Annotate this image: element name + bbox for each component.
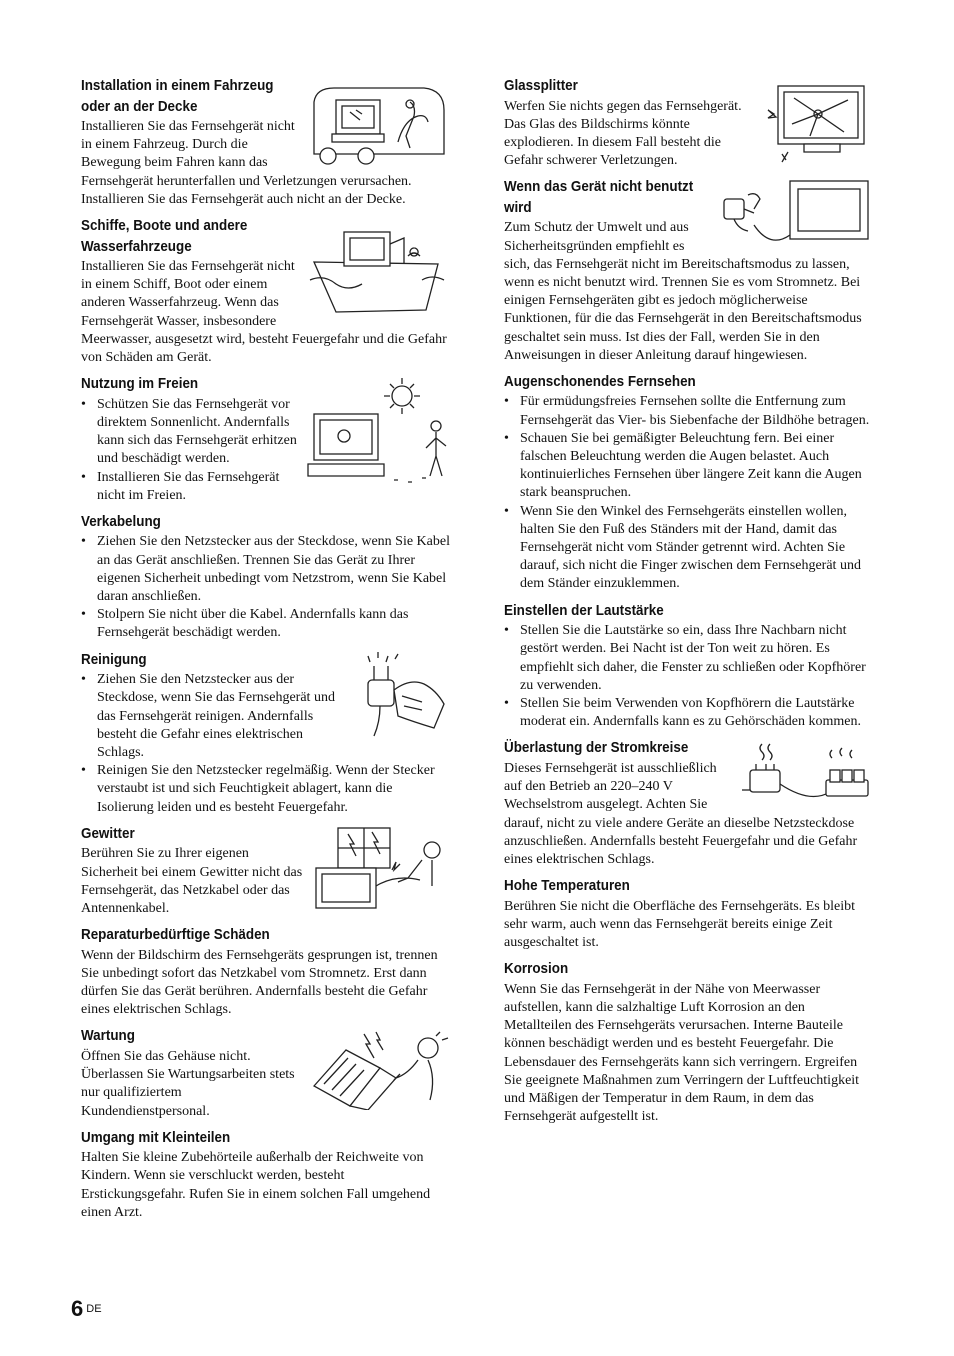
list-item: • Reinigen Sie den Netzstecker regelmäßig. Wenn der Stecker verstaubt ist und sich Feuchtigkeit ablagert, kann die Isolierung leiden und es besteht Feuergefahr. bbox=[81, 762, 450, 817]
section-gewitter bbox=[81, 824, 450, 918]
list-item: • Für ermüdungsfreies Fernsehen sollte die Entfernung zum Fernsehgerät das Vier- bis Siebenfache der Bildhöhe betragen. bbox=[504, 393, 872, 429]
bullet-list bbox=[81, 396, 450, 505]
section-title: Schiffe, Boote und andere Wasserfahrzeuge bbox=[81, 218, 248, 255]
section-freien bbox=[81, 374, 450, 505]
section-title: Überlastung der Stromkreise bbox=[504, 740, 689, 757]
section-title: Glassplitter bbox=[504, 78, 578, 94]
section-title: Installation in einem Fahrzeug oder an der Decke bbox=[81, 78, 274, 115]
section-text: Zum Schutz der Umwelt und aus Sicherheitsgründen empfiehlt es sich, das Fernsehgerät nicht im Bereitschaftsmodus zu lassen, wenn es nicht benutzt wird. Trennen Sie es vom Stromnetz. Bei einigen Fernsehgeräten gibt es jedoch möglicherweise Funktionen, für die das Fernsehgerät in den Bereitschaftsmodus geschaltet sein muss. Ist dies der Fall, werden Sie in den Anweisungen in dieser Anleitung darauf hingewiesen. bbox=[504, 220, 862, 363]
section-title: Augenschonendes Fernsehen bbox=[504, 373, 696, 390]
bullet-list bbox=[504, 622, 872, 731]
section-nichtbenutzt bbox=[504, 177, 872, 365]
section-korrosion bbox=[504, 959, 872, 1126]
section-lautstaerke bbox=[504, 601, 872, 732]
section-title: Korrosion bbox=[504, 961, 569, 978]
section-text: Wenn Sie das Fernsehgerät in der Nähe von Meerwasser aufstellen, kann die salzhaltige Luft Korrosion an den Metallteilen des Fernsehgeräts verursachen. Interne Bauteile können beschädigt werden und es besteht Feuergefahr. Die Lebensdauer des Fernsehgeräts kann sich verringern. Ergreifen Sie geeignete Maßnahmen zum Verringern der Luftfeuchtigkeit und Mäßigen der Temperatur in dem Raum, in dem das Fernsehgerät aufgestellt ist. bbox=[504, 981, 860, 1125]
section-text: Berühren Sie zu Ihrer eigenen Sicherheit bei einem Gewitter nicht das Fernsehgerät, das Netzkabel oder das Antennenkabel. bbox=[81, 846, 303, 916]
section-text: Installieren Sie das Fernsehgerät nicht in einem Fahrzeug. Durch die Bewegung beim Fahren kann das Fernsehgerät herunterfallen und Verletzungen verursachen. Installieren Sie das Fernsehgerät auch nicht an der Decke. bbox=[81, 119, 412, 207]
page-language: DE bbox=[86, 1303, 102, 1315]
section-reinigung bbox=[81, 650, 450, 817]
list-item: • Installieren Sie das Fernsehgerät nicht im Freien. bbox=[81, 469, 450, 505]
section-title: Hohe Temperaturen bbox=[504, 878, 630, 895]
bullet-list bbox=[504, 393, 872, 593]
bullet-list bbox=[81, 671, 450, 817]
section-title: Reinigung bbox=[81, 651, 147, 668]
section-text: Öffnen Sie das Gehäuse nicht. Überlassen Sie Wartungsarbeiten stets nur qualifiziertem Kundendienstpersonal. bbox=[81, 1048, 295, 1119]
section-text: Installieren Sie das Fernsehgerät nicht in einem Schiff, Boot oder einem anderen Wasserfahrzeug. Wenn das Fernsehgerät Wasser, insbesondere Meerwasser, ausgesetzt wird, besteht Feuergefahr und die Gefahr von Schäden am Gerät. bbox=[81, 259, 447, 366]
section-text: Wenn der Bildschirm des Fernsehgeräts gesprungen ist, trennen Sie unbedingt sofort das Netzkabel vom Stromnetz. Erst dann dürfen Sie das Gerät berühren. Andernfalls besteht die Gefahr eines elektrischen Schlags. bbox=[81, 947, 438, 1018]
list-item: • Schauen Sie bei gemäßigter Beleuchtung fern. Bei einer falschen Beleuchtung werden die Augen belastet. Auch kontinuierliches Fernsehen über längere Zeit kann die Augen stark beanspruchen. bbox=[504, 430, 872, 503]
list-item: • Wenn Sie den Winkel des Fernsehgeräts einstellen wollen, halten Sie den Fuß des Ständers mit der Hand, damit das Fernsehgerät nicht vom Ständer getrennt wird. Achten Sie darauf, sich nicht die Finger zwischen dem Fernsehgerät und dem Ständer einzuklemmen. bbox=[504, 503, 872, 594]
section-title: Wenn das Gerät nicht benutzt wird bbox=[504, 179, 694, 216]
list-item: • Stellen Sie beim Verwenden von Kopfhörern die Lautstärke moderat ein. Andernfalls kann es zu Gehörschäden kommen. bbox=[504, 695, 872, 731]
list-item: • Schützen Sie das Fernsehgerät vor direktem Sonnenlicht. Andernfalls kann sich das Fernsehgerät erhitzen und beschädigt werden. bbox=[81, 396, 450, 469]
bullet-list bbox=[81, 533, 450, 642]
section-title: Verkabelung bbox=[81, 513, 161, 530]
section-fahrzeug bbox=[81, 76, 450, 209]
section-text: Berühren Sie nicht die Oberfläche des Fernsehgeräts. Es bleibt sehr warm, auch wenn das Fernsehgerät bereits einige Zeit ausgeschaltet ist. bbox=[504, 898, 856, 951]
left-column bbox=[81, 76, 450, 1229]
section-title: Reparaturbedürftige Schäden bbox=[81, 927, 270, 944]
section-text: Halten Sie kleine Zubehörteile außerhalb der Reichweite von Kindern. Wenn sie verschluckt werden, besteht Erstickungsgefahr. Rufen Sie in einem solchen Fall umgehend einen Arzt. bbox=[81, 1150, 431, 1220]
section-title: Nutzung im Freien bbox=[81, 376, 199, 393]
list-item: • Stellen Sie die Lautstärke so ein, dass Ihre Nachbarn nicht gestört werden. Bei Nacht ist der Ton weit zu hören. Es empfiehlt sich daher, die Fenster zu schließen oder Kopfhörer zu verwenden. bbox=[504, 622, 872, 695]
page-number bbox=[71, 1296, 102, 1322]
section-verkabelung bbox=[81, 512, 450, 643]
section-text: Dieses Fernsehgerät ist ausschließlich auf den Betrieb an 220–240 V Wechselstrom ausgelegt. Achten Sie darauf, nicht zu viele andere Geräte an dieselbe Netzsteckdose anzuschließen. Andernfalls besteht Feuergefahr und die Gefahr eines elektrischen Schlags. bbox=[504, 760, 858, 867]
section-augen bbox=[504, 372, 872, 594]
section-text: Werfen Sie nichts gegen das Fernsehgerät. Das Glas des Bildschirms könnte explodieren. In diesem Fall besteht die Gefahr schwerer Verletzungen. bbox=[504, 98, 742, 169]
section-title: Gewitter bbox=[81, 825, 135, 842]
section-title: Umgang mit Kleinteilen bbox=[81, 1129, 231, 1146]
section-glas bbox=[504, 76, 872, 170]
page-number-value: 6 bbox=[71, 1296, 84, 1321]
list-item: • Ziehen Sie den Netzstecker aus der Steckdose, wenn Sie Kabel an das Gerät anschließen. Trennen Sie das Gerät zu Ihrer eigenen Sicherheit unbedingt vom Netzstrom, wenn Sie Kabel daran anschließen. bbox=[81, 533, 450, 606]
section-reparatur bbox=[81, 925, 450, 1019]
section-stromkreise bbox=[504, 738, 872, 869]
section-title: Einstellen der Lautstärke bbox=[504, 602, 664, 619]
section-kleinteile bbox=[81, 1128, 450, 1222]
section-temperatur bbox=[504, 876, 872, 952]
section-title: Wartung bbox=[81, 1028, 135, 1045]
section-wartung bbox=[81, 1026, 450, 1120]
list-item: • Stolpern Sie nicht über die Kabel. Andernfalls kann das Fernsehgerät beschädigt werden. bbox=[81, 606, 450, 642]
section-schiffe bbox=[81, 216, 450, 367]
right-column bbox=[504, 76, 872, 1133]
list-item: • Ziehen Sie den Netzstecker aus der Steckdose, wenn Sie das Fernsehgerät und das Fernsehgerät reinigen. Andernfalls besteht die Gefahr eines elektrischen Schlags. bbox=[81, 671, 450, 762]
